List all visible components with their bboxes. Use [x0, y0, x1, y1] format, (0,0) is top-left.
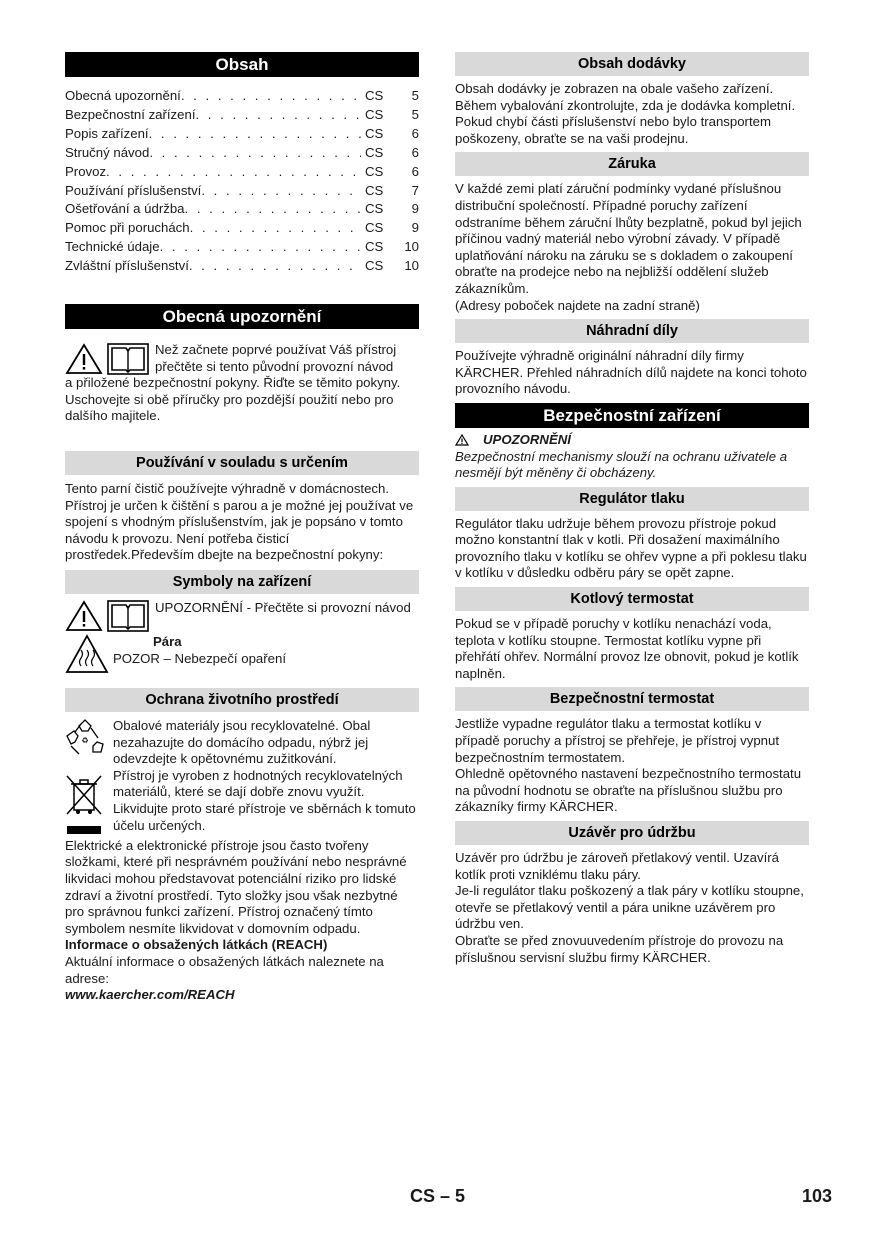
steam-text: POZOR – Nebezpečí opaření [113, 650, 286, 666]
toc-entry[interactable]: Pomoc při poruchách . . . CS 9 [65, 219, 419, 238]
toc-entry[interactable]: Popis zařízení . . . CS 6 [65, 125, 419, 144]
recycle-text: Obalové materiály jsou recyklovatelné. Obal nezahazujte do domácího odpadu, nýbrž jej odevzdejte k opětovnému zužitkování. [113, 718, 371, 767]
footer-page-number: 103 [802, 1186, 833, 1206]
footer-language-page: CS – 5 [410, 1186, 466, 1206]
spare-parts-text: Používejte výhradně originální náhradní díly firmy KÄRCHER. Přehled náhradních dílů najdete na konci tohoto provozního návodu. [455, 348, 807, 397]
toc-entry[interactable]: Technické údaje . . . CS 10 [65, 238, 419, 257]
reach-link[interactable]: www.kaercher.com/REACH [65, 987, 235, 1003]
intended-use-heading: Používání v souladu s určením [65, 451, 419, 475]
boiler-thermostat-text: Pokud se v případě poruchy v kotlíku nenachází voda, teplota v kotlíku stoupne. Termostat kotlíku vypne při přehřátí ohřev. Normální provoz lze obnovit, pokud je kotlík naplněn. [455, 616, 799, 681]
manual-book-icon [107, 343, 149, 375]
crossed-bin-icon [65, 774, 103, 838]
safety-warning-label: UPOZORNĚNÍ [483, 431, 571, 447]
maintenance-cap-text-3: Obraťte se před znovuuvedením přístroje do provozu na příslušnou servisní službu firmy KÄRCHER. [455, 932, 784, 965]
safety-thermostat-text-2: Ohledně opětovného nastavení bezpečnostního termostatu na původní hodnotu se obraťte na příslušnou službu pro zákazníky firmy KÄRCHER. [455, 766, 802, 815]
delivery-heading: Obsah dodávky [455, 52, 809, 76]
safety-thermostat-heading: Bezpečnostní termostat [455, 687, 809, 711]
maintenance-cap-text-2: Je-li regulátor tlaku poškozený a tlak páry v kotlíku stoupne, otevře se přetlakový ventil a pára unikne uzávěrem pro údržbu ven. [455, 883, 804, 932]
environment-heading: Ochrana životního prostředí [65, 688, 419, 712]
left-column [65, 52, 419, 1004]
spare-parts-heading: Náhradní díly [455, 319, 809, 343]
maintenance-cap-heading: Uzávěr pro údržbu [455, 821, 809, 845]
warranty-heading: Záruka [455, 152, 809, 176]
electronic-text: Elektrické a elektronické přístroje jsou často tvořeny složkami, které při nesprávném používání nebo nesprávné likvidaci mohou představovat potenciální riziko pro lidské zdraví a životní prostředí. Tyto složky jsou však nezbytné pro správnou funkci zařízení. Přístroj označený tímto symbolem nesmíte likvidovat v domovním odpadu. [65, 837, 407, 936]
weee-text: Přístroj je vyroben z hodnotných recyklovatelných materiálů, které se dají dobře znovu využít. Likvidujte proto staré přístroje ve sběrnách k tomuto účelu určených. [113, 767, 416, 833]
symbols-heading: Symboly na zařízení [65, 570, 419, 594]
svg-text:♻: ♻ [81, 736, 89, 745]
delivery-text-1: Obsah dodávky je zobrazen na obale vašeho zařízení. Během vybalování zkontrolujte, zda je dodávka kompletní. [455, 81, 796, 113]
reach-text: Aktuální informace o obsažených látkách naleznete na adrese: [65, 953, 384, 986]
warranty-text-1: V každé zemi platí záruční podmínky vydané příslušnou distribuční společností. Případné poruchy zařízení odstraníme během záruční lhůty bezplatně, pokud byl jejich příčinou vadný materiál nebo výrobní závady. V případě uplatňování nároku na záruku se s dokladem o zakoupení obraťte na prodejce nebo na nejbližší oddělení služeb zákazníkům. [455, 181, 802, 296]
manual-book-icon [107, 600, 149, 632]
general-text-icon: Než začnete poprvé používat Váš přístroj přečtěte si tento původní provozní návod [155, 342, 397, 374]
recycle-icon [65, 718, 105, 758]
toc-entry[interactable]: Stručný návod . . . CS 6 [65, 144, 419, 163]
pressure-regulator-text: Regulátor tlaku udržuje během provozu přístroje pokud možno konstantní tlak v kotli. Při dosažení maximálního provozního tlaku v kotlíku se ohřev vypne a při poklesu tlaku v kotlíku v důsledku odběru páry se opět zapne. [455, 515, 807, 581]
toc-heading: Obsah [65, 52, 419, 77]
toc-entry[interactable]: Bezpečnostní zařízení . . . CS 5 [65, 106, 419, 125]
small-warning-icon [455, 434, 469, 446]
hot-steam-warning-icon [65, 634, 109, 674]
symbol-warning-text: UPOZORNĚNÍ - Přečtěte si provozní návod [155, 600, 411, 615]
steam-title: Pára [153, 634, 182, 649]
safety-warning [455, 432, 809, 449]
general-section [65, 343, 419, 425]
intended-use-text: Tento parní čistič používejte výhradně v domácnostech. Přístroj je určen k čištění s parou a je možné jej používat ve spojení s vhodným příslušenstvím, jak je popsáno v tomto návodu k provozu. Není potřeba čisticí prostředek.Především dbejte na bezpečnostní pokyny: [65, 481, 414, 563]
maintenance-cap-text-1: Uzávěr pro údržbu je zároveň přetlakový ventil. Uzavírá kotlík proti vzniklému tlaku páry. [455, 850, 779, 882]
pressure-regulator-heading: Regulátor tlaku [455, 487, 809, 511]
warranty-text-2: (Adresy poboček najdete na zadní straně) [455, 297, 700, 313]
environment-section [65, 718, 419, 1004]
safety-thermostat-text-1: Jestliže vypadne regulátor tlaku a termostat kotlíku v případě poruchy a přístroj se přehřeje, je přístroj vypnut bezpečnostním termostatem. [455, 716, 779, 765]
symbols-section [65, 600, 419, 674]
boiler-thermostat-heading: Kotlový termostat [455, 587, 809, 611]
delivery-text-2: Pokud chybí části příslušenství nebo bylo transportem poškozeny, obraťte se na vaši prodejnu. [455, 114, 771, 146]
toc-entry[interactable]: Používání příslušenství . . . CS 7 [65, 182, 419, 201]
toc-entry[interactable]: Provoz . . . CS 6 [65, 163, 419, 182]
warning-icon [65, 600, 103, 632]
toc-entry[interactable]: Obecná upozornění . . . CS 5 [65, 87, 419, 106]
general-text: a přiložené bezpečnostní pokyny. Řiďte se těmito pokyny. Uschovejte si obě příručky pro pozdější použití nebo pro dalšího majitele. [65, 375, 401, 424]
table-of-contents [65, 87, 419, 276]
reach-title: Informace o obsažených látkách (REACH) [65, 937, 328, 953]
safety-devices-heading: Bezpečnostní zařízení [455, 403, 809, 428]
safety-warning-text: Bezpečnostní mechanismy slouží na ochranu uživatele a nesmějí být měněny či obcházeny. [455, 448, 788, 481]
warning-icon [65, 343, 103, 375]
right-column [455, 52, 809, 966]
toc-entry[interactable]: Ošetřování a údržba . . . CS 9 [65, 200, 419, 219]
toc-entry[interactable]: Zvláštní příslušenství . . . CS 10 [65, 257, 419, 276]
general-heading: Obecná upozornění [65, 304, 419, 329]
